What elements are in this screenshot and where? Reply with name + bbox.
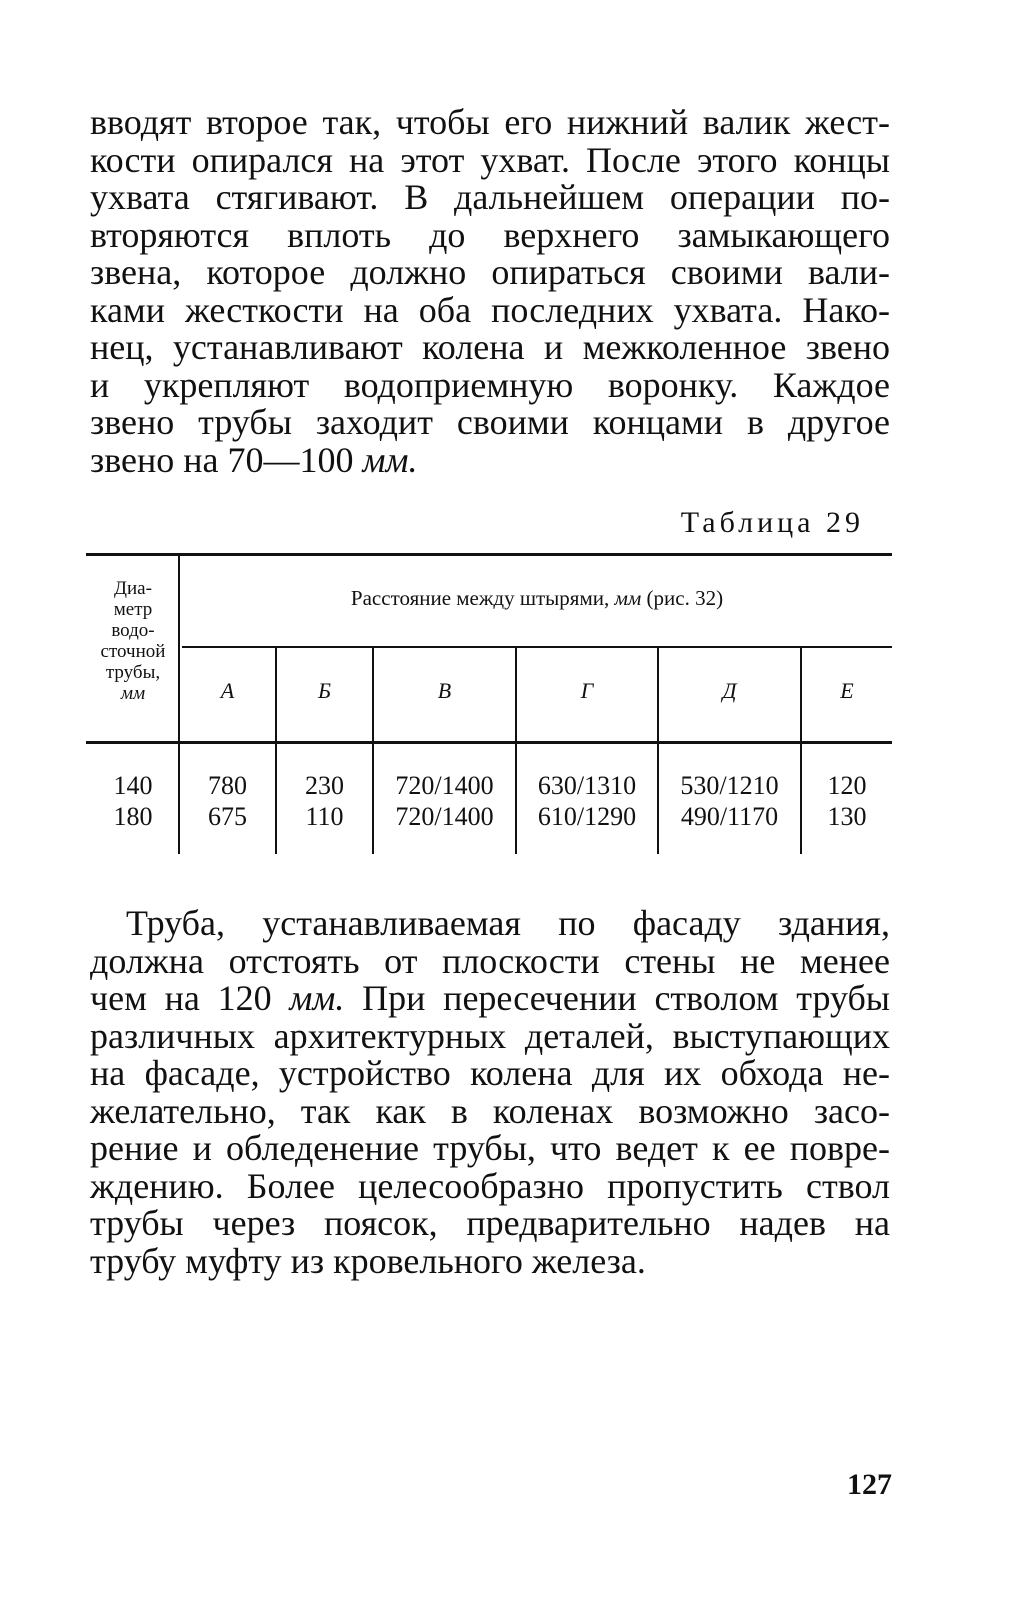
text-line: нец, устанавливают колена и межколенное звено <box>90 327 890 367</box>
row-header-line: водо- <box>111 620 155 641</box>
column-header-b: Б <box>318 678 331 703</box>
text-line: трубу муфту из кровельного железа. <box>90 1240 646 1281</box>
table-cell <box>277 770 372 832</box>
cell-value: 720/1400 <box>395 802 494 831</box>
text-line: желательно, так как в коленах возможно засо- <box>90 1090 890 1131</box>
table-top-rule <box>86 553 892 556</box>
text-line: ухвата стягивают. В дальнейшем операции по- <box>90 177 890 217</box>
header-bottom-rule <box>86 741 892 744</box>
cell-value: 140 <box>113 771 153 800</box>
unit-text: мм. <box>289 978 345 1018</box>
text-line: должна отстоять от плоскости стены не менее <box>90 940 890 981</box>
column-header-v: В <box>437 678 452 703</box>
text-line: звена, которое должно опираться своими вали- <box>90 252 890 292</box>
paragraph-1 <box>90 104 890 479</box>
cell-value: 780 <box>208 771 247 800</box>
row-header-line: Диа- <box>114 578 152 599</box>
column-header-d: Д <box>722 678 737 703</box>
row-header-line: сточной <box>100 641 166 662</box>
text-segment: При пересечении стволом трубы <box>344 978 890 1018</box>
text-line: ками жесткости на оба последних ухвата. Нако- <box>90 289 890 330</box>
group-header <box>182 588 892 609</box>
paragraph-2 <box>90 905 890 1280</box>
text-line: на фасаде, устройство колена для их обхода не- <box>90 1053 890 1093</box>
column-header-e: Е <box>840 678 854 703</box>
text-line: звено трубы заходит своими концами в другое <box>90 402 890 442</box>
text-line: Труба, устанавливаемая по фасаду здания, <box>126 903 890 943</box>
cell-value: 230 <box>305 771 344 800</box>
text-line: вводят второе так, чтобы его нижний валик жест- <box>90 102 890 142</box>
row-header-line: мм <box>120 683 146 704</box>
table-cell <box>88 770 178 832</box>
text-line: трубы через поясок, предварительно надев на <box>90 1203 890 1243</box>
row-header <box>88 578 178 704</box>
cell-value: 630/1310 <box>537 771 637 800</box>
cell-value: 530/1210 <box>680 771 779 800</box>
text-line <box>90 980 890 1018</box>
text-line: ждению. Более целесообразно пропустить ствол <box>90 1165 890 1206</box>
table-cell <box>517 770 657 832</box>
group-header-rule <box>182 646 892 648</box>
unit-text: мм. <box>362 439 418 480</box>
cell-value: 130 <box>827 802 867 831</box>
text-line: различных архитектурных деталей, выступающих <box>90 1015 890 1056</box>
row-header-line: метр <box>113 599 153 620</box>
cell-value: 610/1290 <box>537 802 637 831</box>
text-segment: звено на 70—100 <box>90 439 363 480</box>
cell-value: 110 <box>305 802 344 831</box>
row-header-line: трубы, <box>105 662 161 683</box>
table-cell <box>180 770 275 832</box>
text-segment: чем на 120 <box>90 978 290 1018</box>
cell-value: 490/1170 <box>680 802 779 831</box>
table-cell <box>374 770 515 832</box>
figure-reference: (рис. 32) <box>641 586 724 610</box>
table-caption: Таблица 29 <box>680 506 864 539</box>
text-line: и укрепляют водоприемную воронку. Каждое <box>90 364 890 405</box>
text-line: вторяются вплоть до верхнего замыкающего <box>90 214 890 255</box>
column-header-a: А <box>220 678 235 703</box>
table-cell <box>659 770 800 832</box>
text-line <box>90 439 890 480</box>
column-header-g: Г <box>580 678 594 703</box>
cell-value: 675 <box>208 802 247 831</box>
text-line: кости опирался на этот ухват. После этого концы <box>90 139 890 180</box>
group-header-text: Расстояние между штырями, <box>350 586 615 610</box>
cell-value: 120 <box>827 771 867 800</box>
text-line: рение и обледенение трубы, что ведет к ее повре- <box>90 1128 890 1168</box>
unit-text: мм <box>614 586 642 610</box>
cell-value: 720/1400 <box>395 771 494 800</box>
page-number: 127 <box>847 1468 892 1501</box>
cell-value: 180 <box>113 802 153 831</box>
table-cell <box>802 770 892 832</box>
